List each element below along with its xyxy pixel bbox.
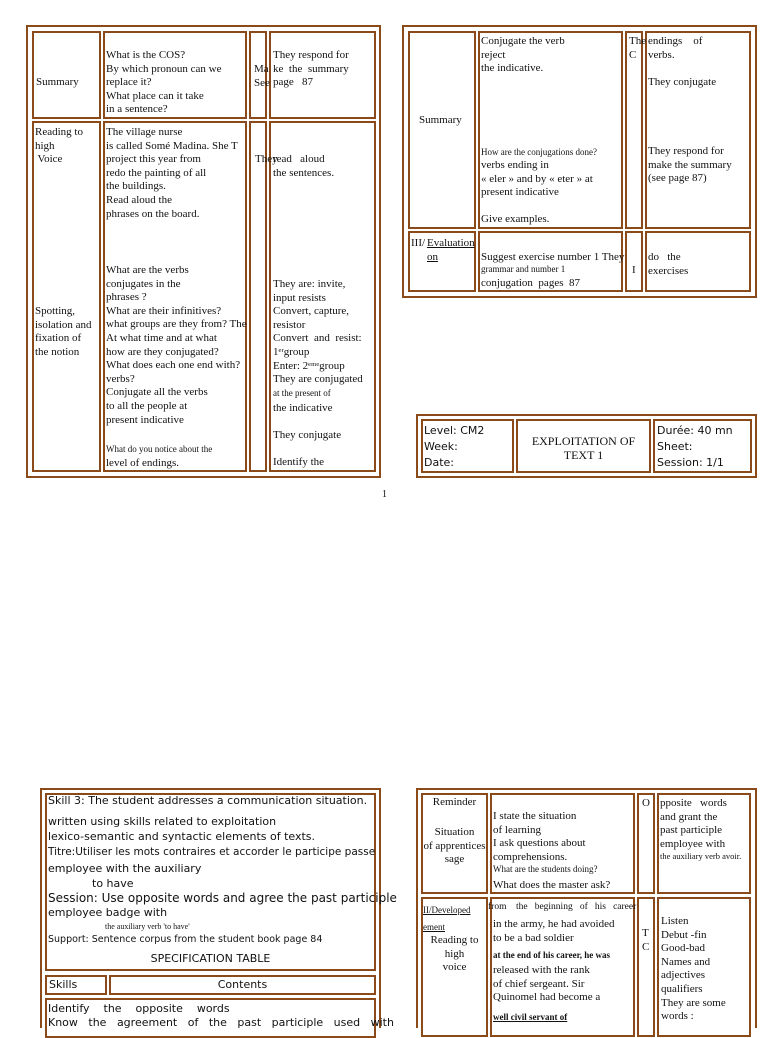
b-r1-students-a: endings of verbs. They conjugate [648, 35, 717, 88]
cell-a-r2-tc [249, 121, 267, 472]
header-level-week-date: Level: CM2 Week: Date: [424, 424, 485, 469]
session-line: Session: Use opposite words and agree the past participle [48, 891, 397, 905]
d-r2-students: Listen Debut -fin Good-bad Names and adjectives qualifiers They are some words : [661, 915, 726, 1023]
d-r2-tc: T C [642, 927, 650, 953]
cell-b-r1-label [408, 31, 476, 229]
a-r2-students-b: They are: invite, input resists Convert, capture, resistor Convert and resist: 1ᵉʳgroup Enter: 2ᵉᵐᵉgroup They are conjugated [273, 278, 363, 386]
d-r1-teacher-small: What are the students doing? [493, 864, 598, 874]
spec-row-1: Identify the opposite words [48, 1002, 230, 1015]
a-r2-students-a: read aloud the sentences. [273, 153, 335, 179]
skill-line-2: written using skills related to exploitation [48, 815, 277, 828]
b-r1-teacher-b: verbs ending in « eler » and by « eter » at present indicative Give examples. [481, 159, 593, 226]
session-line-3: the auxiliary verb 'to have' [105, 922, 190, 931]
d-r2-label-reading: Reading to high voice [430, 934, 479, 974]
b-r2-teacher-a: Suggest exercise number 1 They [481, 251, 625, 263]
a-r1-label: Summary [36, 76, 79, 88]
d-r2-teacher-bold: at the end of his career, he was [493, 950, 610, 960]
b-r2-label-a: III/ [411, 237, 426, 249]
d-r2-teacher-top: from the beginning of his career [488, 902, 637, 912]
cell-a-r2-label [32, 121, 101, 472]
a-r2-students-c: the indicative They conjugate Identify the [273, 402, 342, 469]
a-r2-students-small: at the present of [273, 388, 331, 398]
header-title: EXPLOITATION OF TEXT 1 [531, 434, 636, 462]
a-r1-tc: Ma See [254, 63, 270, 89]
d-r1-students-small: the auxiliary verb avoir. [660, 851, 742, 861]
a-r1-teacher: What is the COS? By which pronoun can we replace it? What place can it take in a sentence? [106, 49, 222, 116]
a-r2-label-spotting: Spotting, isolation and fixation of the notion [35, 305, 92, 358]
b-r2-tc: I [632, 264, 636, 276]
d-r1-teacher-last: What does the master ask? [493, 879, 611, 891]
session-line-2: employee badge with [48, 906, 168, 919]
cell-d-r2-tc [637, 897, 655, 1037]
titre-line-2: employee with the auxiliary [48, 862, 202, 875]
d-r2-teacher-a: in the army, he had avoided to be a bad soldier [493, 918, 615, 944]
a-r2-teacher-a: The village nurse is called Somé Madina. She T project this year from redo the painting of all the buildings. Read aloud the phrases on the board. [106, 126, 238, 220]
a-r1-students: They respond for ke the summary page 87 [273, 49, 349, 89]
specification-title: SPECIFICATION TABLE [150, 952, 271, 965]
col-header-contents: Contents [217, 978, 268, 991]
col-header-skills: Skills [49, 978, 78, 991]
b-r1-teacher-a: Conjugate the verb reject the indicative. [481, 35, 565, 75]
b-r1-teacher-small: How are the conjugations done? [481, 147, 597, 157]
b-r2-teacher-b: conjugation pages 87 [481, 277, 580, 289]
b-r2-teacher-small: grammar and number 1 [481, 264, 566, 274]
skill-line-3: lexico-semantic and syntactic elements of texts. [48, 830, 316, 843]
b-r2-label-b: Evaluation on [427, 237, 475, 263]
a-r2-tc: They [255, 153, 278, 165]
a-r2-label-reading: Reading to high Voice [35, 126, 83, 166]
support-line: Support: Sentence corpus from the student book page 84 [48, 934, 323, 945]
spec-row-2: Know the agreement of the past participle used with [48, 1016, 394, 1029]
d-r2-teacher-bold2: well civil servant of [493, 1012, 568, 1022]
titre-line: Titre:Utiliser les mots contraires et accorder le participe passe [48, 846, 376, 858]
b-r1-students-b: They respond for make the summary (see page 87) [648, 145, 732, 185]
d-r2-label-developed: II/Developed ement [423, 905, 471, 932]
d-r1-label-reminder: Reminder [432, 796, 477, 808]
b-r1-label: Summary [419, 114, 462, 126]
a-r2-teacher-last: level of endings. [106, 457, 180, 469]
d-r1-tc: O [642, 797, 650, 809]
d-r2-teacher-b: released with the rank of chief sergeant. Sir Quinomel had become a [493, 964, 601, 1004]
d-r1-teacher: I state the situation of learning I ask questions about comprehensions. [493, 810, 586, 863]
skill-statement: Skill 3: The student addresses a communication situation. [48, 794, 368, 807]
a-r2-teacher-small: What do you notice about the [106, 444, 213, 454]
page-number: 1 [382, 489, 387, 500]
cell-a-r1-label [32, 31, 101, 119]
a-r2-teacher-b: What are the verbs conjugates in the phrases ? What are their infinitives? what groups are they from? The At what time and at what how are they conjugated? What does each one end with? verbs? Conjugate all the verbs to all the people at present indicative [106, 264, 247, 426]
titre-line-3: to have [92, 877, 134, 890]
d-r1-label-situation: Situation of apprentices sage [423, 826, 486, 866]
header-duration-sheet-session: Durée: 40 mn Sheet: Session: 1/1 [657, 424, 733, 469]
cell-b-r2-tc [625, 231, 643, 292]
b-r1-tc: The C [629, 35, 647, 61]
b-r2-students: do the exercises [648, 251, 689, 277]
d-r1-students: pposite words and grant the past participle employee with [660, 797, 727, 850]
